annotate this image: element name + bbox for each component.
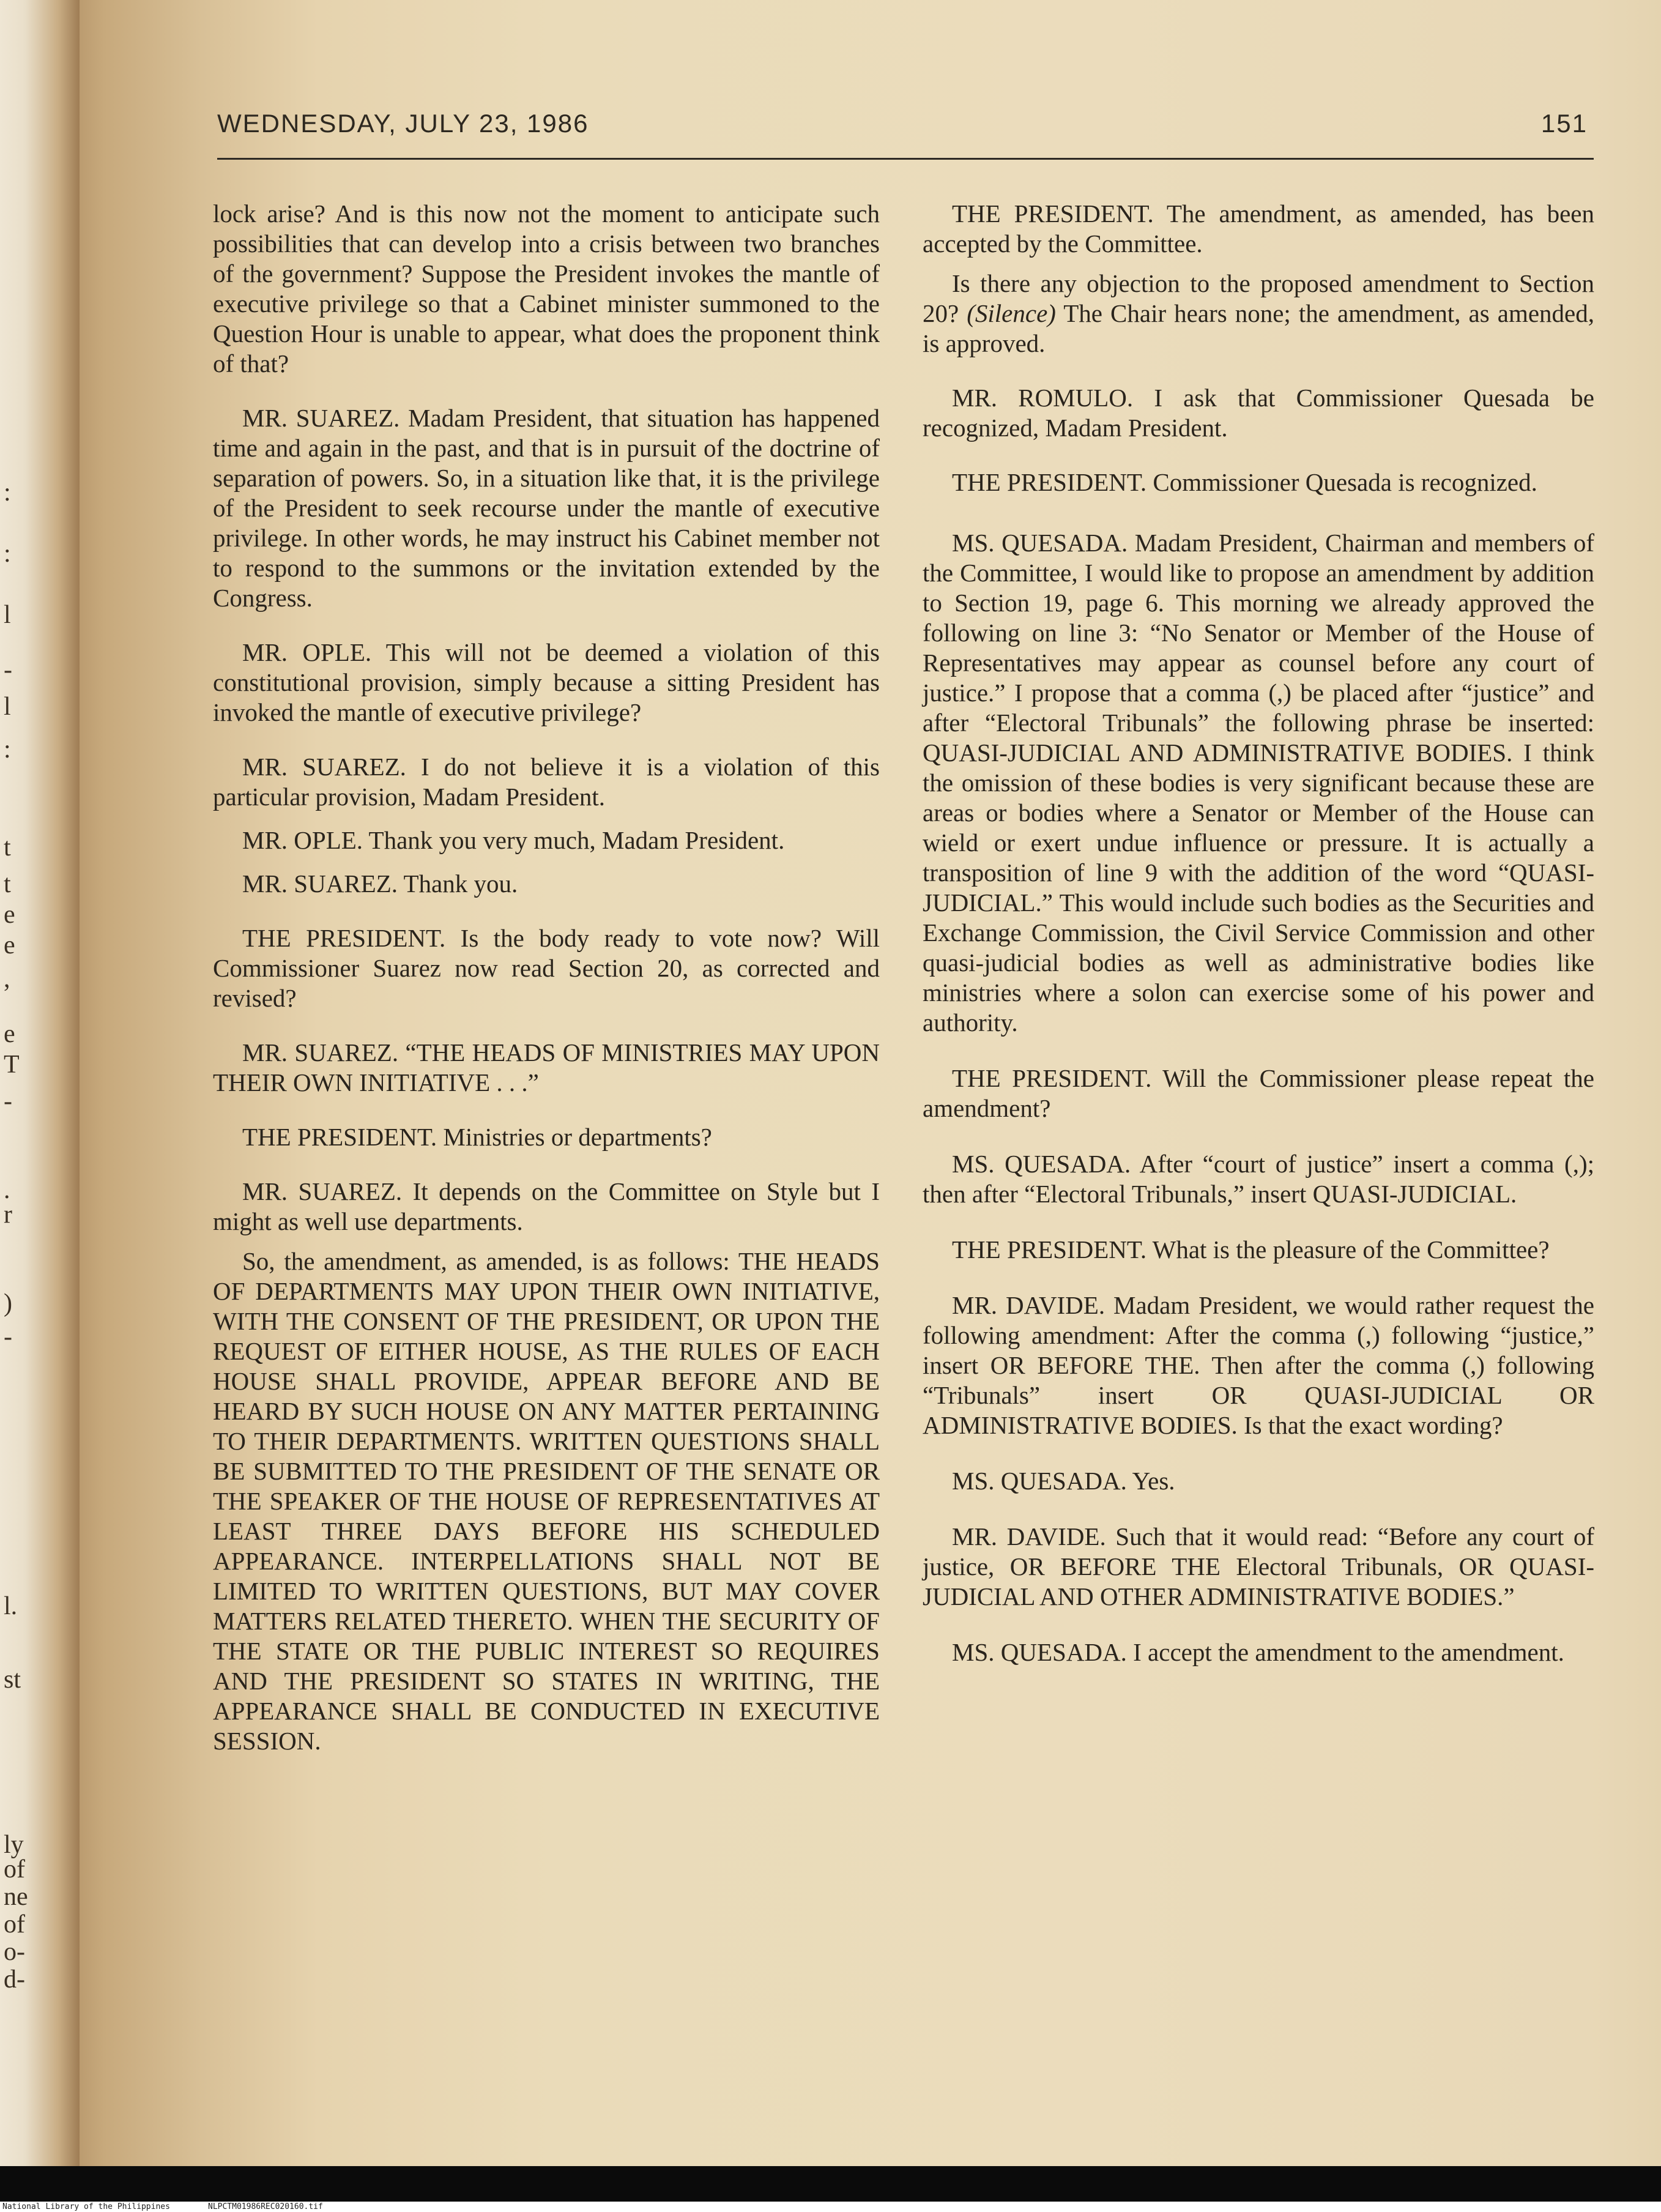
- paragraph: THE PRESIDENT. Ministries or departments?: [242, 1123, 712, 1151]
- adjacent-page-fragment: r: [4, 1201, 12, 1229]
- adjacent-page-fragment: :: [4, 479, 11, 507]
- footer-filename: NLPCTM01986REC020160.tif: [208, 2202, 323, 2211]
- page-header: [217, 109, 1600, 158]
- paragraph: MS. QUESADA. Yes.: [952, 1467, 1175, 1495]
- scan-footer: [0, 2202, 1661, 2212]
- paragraph: MR. SUAREZ. Thank you.: [242, 870, 518, 898]
- adjacent-page-fragment: l.: [4, 1592, 18, 1620]
- paragraph: MR. OPLE. This will not be deemed a violation of this constitutional provision, simply because a sitting President has invoked the mantle of executive privilege?: [213, 638, 880, 726]
- adjacent-page-fragment: ly: [4, 1831, 24, 1859]
- adjacent-page-fragment: o-: [4, 1938, 25, 1966]
- right-column: [923, 199, 1594, 1667]
- adjacent-page-fragment: ne: [4, 1883, 28, 1911]
- paragraph: MR. DAVIDE. Madam President, we would rather request the following amendment: After the comma (,) following “justice,” insert OR BEFORE THE. Then after the comma (,) following “Tribunals” insert OR QUASI-JUDICIAL OR ADMINISTRATIVE BODIES. Is that the exact wording?: [923, 1291, 1594, 1439]
- paragraph: MS. QUESADA. After “court of justice” insert a comma (,); then after “Electoral Tribunals,” insert QUASI-JUDICIAL.: [923, 1150, 1594, 1208]
- paragraph: THE PRESIDENT. The amendment, as amended, has been accepted by the Committee.: [923, 199, 1594, 258]
- paragraph: MR. SUAREZ. Madam President, that situation has happened time and again in the past, and that is in pursuit of the doctrine of separation of powers. So, in a situation like that, it is the privilege of the President to seek recourse under the mantle of executive privilege. In other words, he may instruct his Cabinet member not to respond to the summons or the invitation extended by the Congress.: [213, 404, 880, 612]
- paragraph: Is there any objection to the proposed amendment to Section 20? (Silence) The Chair hears none; the amendment, as amended, is approved.: [923, 269, 1594, 357]
- paragraph: MR. DAVIDE. Such that it would read: “Before any court of justice, OR BEFORE THE Electoral Tribunals, OR QUASI-JUDICIAL AND OTHER ADMINISTRATIVE BODIES.”: [923, 1522, 1594, 1611]
- adjacent-page-fragment: of: [4, 1910, 25, 1938]
- adjacent-page-fragment: -: [4, 656, 12, 684]
- paragraph: MR. SUAREZ. “THE HEADS OF MINISTRIES MAY UPON THEIR OWN INITIATIVE . . .”: [213, 1038, 880, 1097]
- adjacent-page-fragment: e: [4, 1020, 15, 1048]
- paragraph: MR. SUAREZ. It depends on the Committee on Style but I might as well use departments.: [213, 1177, 880, 1235]
- paragraph: lock arise? And is this now not the moment to anticipate such possibilities that can develop into a crisis between two branches of the government? Suppose the President invokes the mantle of executive privilege so that a Cabinet minister summoned to the Question Hour is unable to appear, what does the proponent think of that?: [213, 199, 880, 378]
- adjacent-page-edge: [0, 0, 80, 2166]
- adjacent-page-fragment: d-: [4, 1965, 25, 1994]
- header-rule: [217, 158, 1594, 160]
- italic-silence: (Silence): [967, 299, 1056, 327]
- paragraph: MR. ROMULO. I ask that Commissioner Quesada be recognized, Madam President.: [923, 384, 1594, 442]
- adjacent-page-fragment: t: [4, 870, 11, 898]
- footer-library: National Library of the Philippines: [2, 2202, 170, 2211]
- paragraph: MR. SUAREZ. I do not believe it is a violation of this particular provision, Madam President.: [213, 753, 880, 811]
- adjacent-page-fragment: st: [4, 1666, 21, 1694]
- paragraph: THE PRESIDENT. What is the pleasure of the Committee?: [952, 1235, 1550, 1264]
- page-number: 151: [1540, 109, 1588, 138]
- adjacent-page-fragment: ): [4, 1289, 12, 1317]
- adjacent-page-fragments: [0, 0, 37, 2166]
- adjacent-page-fragment: t: [4, 833, 11, 862]
- adjacent-page-fragment: -: [4, 1087, 12, 1115]
- paragraph: THE PRESIDENT. Commissioner Quesada is recognized.: [952, 468, 1537, 496]
- adjacent-page-fragment: :: [4, 735, 11, 764]
- paragraph: THE PRESIDENT. Is the body ready to vote now? Will Commissioner Suarez now read Section 20, as corrected and revised?: [213, 924, 880, 1012]
- paragraph: MR. OPLE. Thank you very much, Madam President.: [242, 826, 785, 854]
- paragraph: So, the amendment, as amended, is as follows: THE HEADS OF DEPARTMENTS MAY UPON THEIR OWN INITIATIVE, WITH THE CONSENT OF THE PRESIDENT, OR UPON THE REQUEST OF EITHER HOUSE, AS THE RULES OF EACH HOUSE SHALL PROVIDE, APPEAR BEFORE AND BE HEARD BY SUCH HOUSE ON ANY MATTER PERTAINING TO THEIR DEPARTMENTS. WRITTEN QUESTIONS SHALL BE SUBMITTED TO THE PRESIDENT OF THE SENATE OR THE SPEAKER OF THE HOUSE OF REPRESENTATIVES AT LEAST THREE DAYS BEFORE HIS SCHEDULED APPEARANCE. INTERPELLATIONS SHALL NOT BE LIMITED TO WRITTEN QUESTIONS, BUT MAY COVER MATTERS RELATED THERETO. WHEN THE SECURITY OF THE STATE OR THE PUBLIC INTEREST SO REQUIRES AND THE PRESIDENT SO STATES IN WRITING, THE APPEARANCE SHALL BE CONDUCTED IN EXECUTIVE SESSION.: [213, 1247, 880, 1755]
- adjacent-page-fragment: .: [4, 1176, 10, 1204]
- adjacent-page-fragment: e: [4, 931, 15, 959]
- paragraph: MS. QUESADA. Madam President, Chairman and members of the Committee, I would like to propose an amendment by addition to Section 19, page 6. This morning we already approved the following on line 3: “No Senator or Member of the House of Representatives may appear as counsel before any court of justice.” I propose that a comma (,) be placed after “justice” and after “Electoral Tribunals” the following phrase be inserted: QUASI-JUDICIAL AND ADMINISTRATIVE BODIES. I think the omission of these bodies is very significant because these are areas or bodies where a Senator or Member of the House can wield or exert undue influence or pressure. It is actually a transposition of line 9 with the addition of the word “QUASI-JUDICIAL.” This would include such bodies as the Securities and Exchange Commission, the Civil Service Commission and other quasi-judicial bodies as well as administrative bodies like ministries where a solon can exercise some of his power and authority.: [923, 529, 1594, 1037]
- adjacent-page-fragment: e: [4, 901, 15, 929]
- adjacent-page-fragment: T: [4, 1051, 20, 1079]
- adjacent-page-fragment: l: [4, 693, 11, 721]
- left-column: [213, 199, 880, 1756]
- scanner-bottom-edge: [0, 2166, 1661, 2202]
- adjacent-page-fragment: ,: [4, 965, 10, 993]
- adjacent-page-fragment: :: [4, 540, 11, 568]
- paragraph: THE PRESIDENT. Will the Commissioner please repeat the amendment?: [923, 1064, 1594, 1122]
- adjacent-page-fragment: -: [4, 1323, 12, 1351]
- adjacent-page-fragment: l: [4, 601, 11, 629]
- adjacent-page-fragment: of: [4, 1855, 25, 1883]
- paragraph: MS. QUESADA. I accept the amendment to the amendment.: [952, 1638, 1564, 1666]
- header-date: WEDNESDAY, JULY 23, 1986: [217, 109, 589, 138]
